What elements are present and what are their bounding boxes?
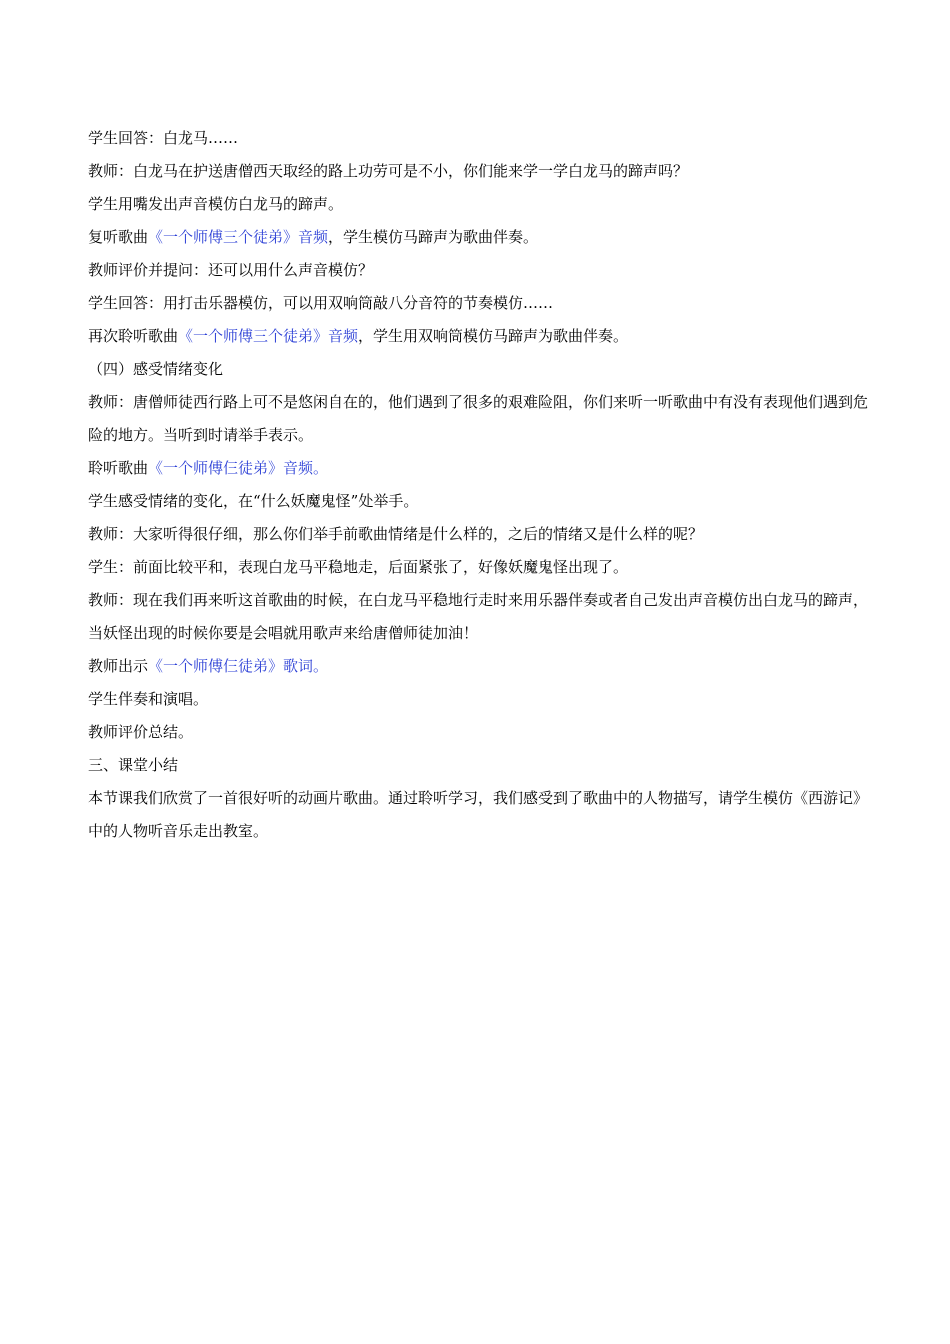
paragraph-text: 教师评价并提问：还可以用什么声音模仿？ — [88, 261, 374, 279]
paragraph-text: 学生回答：用打击乐器模仿，可以用双响筒敲八分音符的节奏模仿…… — [88, 294, 554, 312]
paragraph-text: 教师：白龙马在护送唐僧西天取经的路上功劳可是不小，你们能来学一学白龙马的蹄声吗？ — [88, 162, 689, 180]
paragraph-student-emotion-answer — [88, 551, 868, 584]
paragraph-listen-song — [88, 452, 868, 485]
paragraph-text: 教师：大家听得很仔细，那么你们举手前歌曲情绪是什么样的，之后的情绪又是什么样的呢？ — [88, 525, 704, 543]
paragraph-listen-again — [88, 320, 868, 353]
paragraph-text: 本节课我们欣赏了一首很好听的动画片歌曲。通过聆听学习，我们感受到了歌曲中的人物描写，请学生模仿《西游记》中的人物听音乐走出教室。 — [88, 789, 869, 840]
paragraph-teacher-evaluate-question — [88, 254, 868, 287]
paragraph-text: 学生感受情绪的变化，在“什么妖魔鬼怪”处举手。 — [88, 492, 419, 510]
paragraph-relisten-song — [88, 221, 868, 254]
paragraph-student-imitate-mouth — [88, 188, 868, 221]
paragraph-teacher-accompany-instruction — [88, 584, 868, 650]
section-heading-class-summary — [88, 749, 868, 782]
paragraph-text: 学生：前面比较平和，表现白龙马平稳地走，后面紧张了，好像妖魔鬼怪出现了。 — [88, 558, 629, 576]
paragraph-text: ，学生用双响筒模仿马蹄声为歌曲伴奏。 — [358, 327, 629, 345]
paragraph-teacher-emotion-question — [88, 518, 868, 551]
lyrics-link[interactable]: 《一个师傅仨徒弟》歌词。 — [148, 657, 329, 675]
paragraph-class-summary — [88, 782, 868, 848]
paragraph-text: 学生回答：白龙马…… — [88, 129, 239, 147]
paragraph-teacher-show-lyrics — [88, 650, 868, 683]
song-audio-link[interactable]: 《一个师傅三个徒弟》音频 — [148, 228, 329, 246]
document-body — [88, 122, 868, 848]
paragraph-text: 聆听歌曲 — [88, 459, 149, 477]
paragraph-text: 教师：唐僧师徒西行路上可不是悠闲自在的，他们遇到了很多的艰难险阻，你们来听一听歌曲中有没有表现他们遇到危险的地方。当听到时请举手表示。 — [88, 393, 869, 444]
paragraph-text: 教师：现在我们再来听这首歌曲的时候，在白龙马平稳地行走时来用乐器伴奏或者自己发出声音模仿出白龙马的蹄声，当妖怪出现的时候你要是会唱就用歌声来给唐僧师徒加油！ — [88, 591, 869, 642]
paragraph-teacher-summary — [88, 716, 868, 749]
section-heading-text: （四）感受情绪变化 — [88, 360, 224, 378]
paragraph-student-answer-white-horse — [88, 122, 868, 155]
song-audio-link[interactable]: 《一个师傅三个徒弟》音频 — [178, 327, 359, 345]
paragraph-text: 再次聆听歌曲 — [88, 327, 179, 345]
paragraph-text: ，学生模仿马蹄声为歌曲伴奏。 — [328, 228, 539, 246]
paragraph-text: 教师评价总结。 — [88, 723, 194, 741]
paragraph-teacher-danger-intro — [88, 386, 868, 452]
section-heading-emotion-change — [88, 353, 868, 386]
paragraph-student-percussion-answer — [88, 287, 868, 320]
paragraph-text: 复听歌曲 — [88, 228, 149, 246]
section-heading-text: 三、课堂小结 — [88, 756, 179, 774]
paragraph-teacher-hoof-question — [88, 155, 868, 188]
paragraph-student-raise-hand — [88, 485, 868, 518]
paragraph-text: 教师出示 — [88, 657, 149, 675]
paragraph-text: 学生用嘴发出声音模仿白龙马的蹄声。 — [88, 195, 344, 213]
paragraph-student-perform — [88, 683, 868, 716]
paragraph-text: 学生伴奏和演唱。 — [88, 690, 209, 708]
song-audio-link[interactable]: 《一个师傅仨徒弟》音频。 — [148, 459, 329, 477]
